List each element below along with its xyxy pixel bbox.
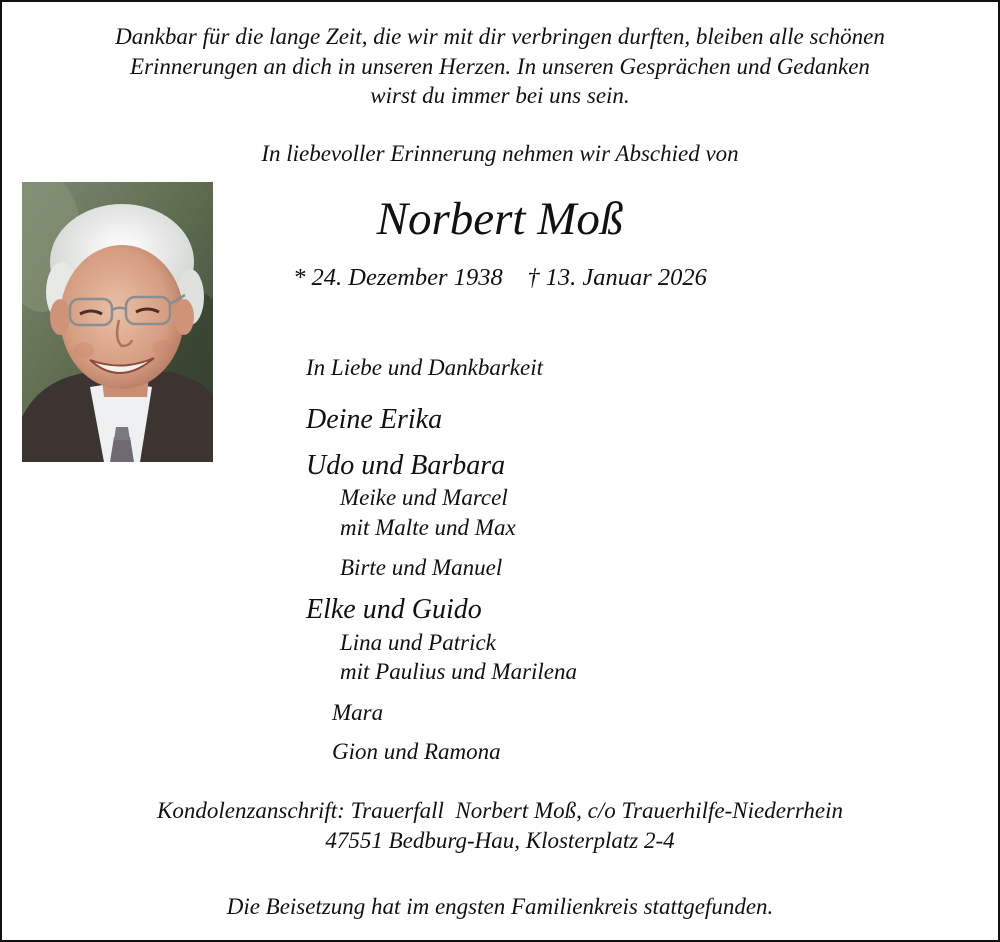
family-wife: Deine Erika bbox=[306, 404, 443, 435]
birth-date: * 24. Dezember 1938 bbox=[293, 264, 503, 291]
family-grandchild-1a: Meike und Marcel bbox=[340, 485, 508, 510]
family-grandchild-5: Gion und Ramona bbox=[332, 739, 501, 764]
condolence-line-1: Kondolenzanschrift: Trauerfall Norbert Moß, c/o Trauerhilfe-Niederrhein bbox=[157, 798, 843, 823]
life-dates bbox=[230, 264, 770, 292]
burial-note: Die Beisetzung hat im engsten Familienkreis stattgefunden. bbox=[226, 894, 774, 919]
condolence-line-2: 47551 Bedburg-Hau, Klosterplatz 2-4 bbox=[325, 828, 675, 853]
intro-line-1: Dankbar für die lange Zeit, die wir mit dir verbringen durften, bleiben alle schönen bbox=[115, 24, 885, 49]
family-child-2: Elke und Guido bbox=[306, 594, 482, 625]
death-date: † 13. Januar 2026 bbox=[527, 264, 707, 291]
family-grandchild-3a: Lina und Patrick bbox=[340, 630, 496, 655]
deceased-name: Norbert Moß bbox=[376, 193, 624, 245]
farewell-lead: In liebevoller Erinnerung nehmen wir Abschied von bbox=[261, 141, 739, 166]
intro-line-3: wirst du immer bei uns sein. bbox=[370, 83, 630, 108]
family-grandchild-4: Mara bbox=[332, 700, 384, 725]
intro-line-2: Erinnerungen an dich in unseren Herzen. In unseren Gesprächen und Gedanken bbox=[130, 53, 870, 79]
condolence-address bbox=[0, 796, 1000, 856]
family-grandchild-2: Birte und Manuel bbox=[340, 555, 503, 580]
family-grandchild-3b: mit Paulius und Marilena bbox=[340, 659, 578, 684]
family-child-1: Udo und Barbara bbox=[306, 450, 506, 481]
family-heading: In Liebe und Dankbarkeit bbox=[306, 355, 543, 380]
intro-text bbox=[0, 22, 1000, 111]
portrait-photo bbox=[22, 182, 213, 462]
family-grandchild-1b: mit Malte und Max bbox=[340, 515, 516, 540]
